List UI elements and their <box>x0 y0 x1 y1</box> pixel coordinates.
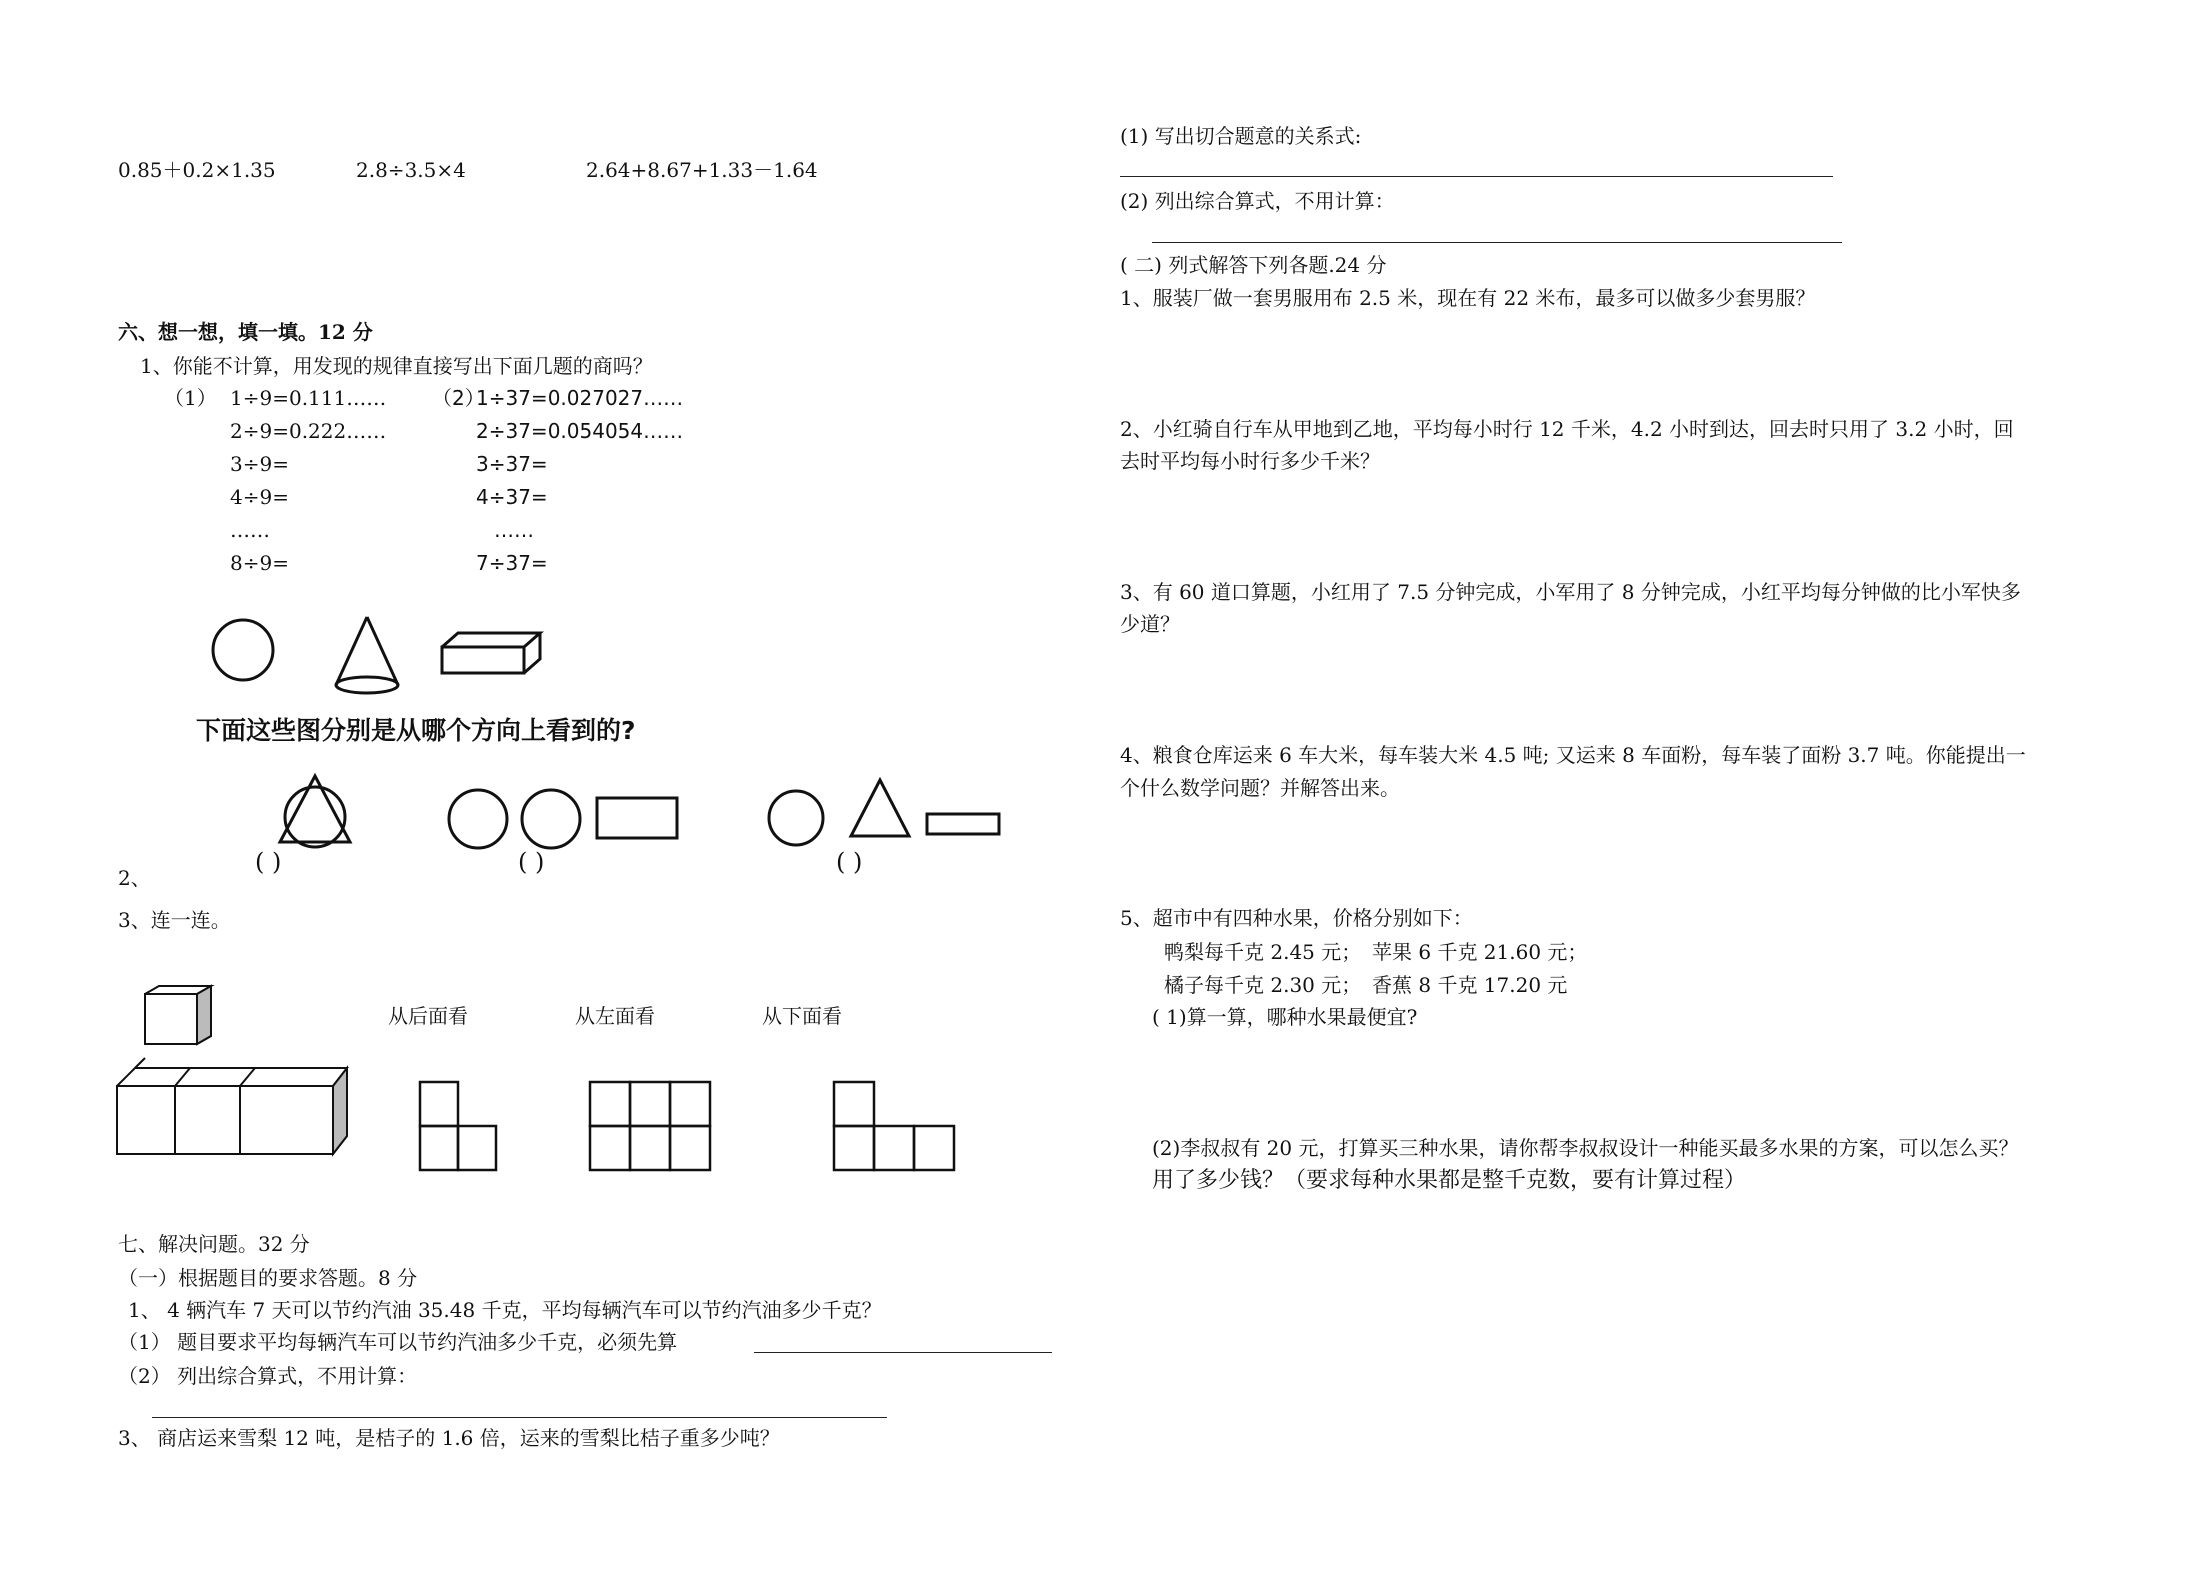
pattern-1-tag: （1） <box>164 386 217 410</box>
sec7-sub-1: （一）根据题目的要求答题。8 分 <box>118 1266 418 1290</box>
word-problem-3-cont: 少道？ <box>1120 612 1180 636</box>
sphere-shape <box>213 620 273 680</box>
pattern-1-line: 1÷9=0.111…… <box>230 386 387 410</box>
pattern-2-tag: （2） <box>432 386 485 410</box>
pattern-1-line: 8÷9= <box>230 551 289 575</box>
pattern-2-line: 4÷37= <box>476 485 548 509</box>
expression-1: 0.85＋0.2×1.35 <box>118 158 276 182</box>
cube-stack-figure <box>115 980 355 1160</box>
word-problem-3: 3、有 60 道口算题，小红用了 7.5 分钟完成，小军用了 8 分钟完成，小红平均每分钟做的比小军快多 <box>1120 580 2021 604</box>
word-problem-5-part-2-cont: 用了多少钱？（要求每种水果都是整千克数，要有计算过程） <box>1152 1168 1747 1193</box>
fruit-price-apple: 苹果 6 千克 21.60 元； <box>1372 940 1588 964</box>
relation-prompt: (1) 写出切合题意的关系式: <box>1120 124 1362 148</box>
answer-paren-2[interactable]: ( ) <box>518 848 545 876</box>
pattern-2-line: 1÷37=0.027027…… <box>476 386 684 410</box>
pattern-1-line: 4÷9= <box>230 485 289 509</box>
cone-shape <box>336 617 398 693</box>
cuboid-shape <box>442 633 540 673</box>
word-problem-1: 1、服装厂做一套男服用布 2.5 米，现在有 22 米布，最多可以做多少套男服？ <box>1120 286 1816 310</box>
word-problem-2: 2、小红骑自行车从甲地到乙地，平均每小时行 12 千米，4.2 小时到达，回去时只用了 3.2 小时，回 <box>1120 417 2014 441</box>
pattern-2-line: 7÷37= <box>476 551 548 575</box>
expression-3: 2.64+8.67+1.33－1.64 <box>586 158 818 182</box>
view-label-back: 从后面看 <box>388 1004 468 1028</box>
sec7-problem-1-part-2: （2） 列出综合算式，不用计算： <box>118 1364 418 1388</box>
word-problem-5: 5、超市中有四种水果，价格分别如下： <box>1120 906 1473 930</box>
fruit-price-banana: 香蕉 8 千克 17.20 元 <box>1372 973 1568 997</box>
pattern-1-line: 2÷9=0.222…… <box>230 419 387 443</box>
grid-views-figure <box>415 1080 975 1175</box>
view-c <box>769 780 999 845</box>
views-figure <box>270 770 1020 880</box>
view-label-left: 从左面看 <box>575 1004 655 1028</box>
pattern-1-line: 3÷9= <box>230 452 289 476</box>
word-problem-5-part-1: ( 1)算一算，哪种水果最便宜? <box>1152 1005 1418 1029</box>
sec6-question-3: 3、连一连。 <box>118 908 231 932</box>
word-problem-4-cont: 个什么数学问题？并解答出来。 <box>1120 776 1400 800</box>
answer-blank-line[interactable] <box>1152 242 1842 243</box>
view-b <box>449 790 677 848</box>
pattern-1-line: …… <box>230 518 270 542</box>
pattern-2-line: 2÷37=0.054054…… <box>476 419 684 443</box>
view-label-bottom: 从下面看 <box>762 1004 842 1028</box>
views-question: 下面这些图分别是从哪个方向上看到的? <box>196 716 636 745</box>
pattern-2-line: 3÷37= <box>476 452 548 476</box>
formula-prompt: (2) 列出综合算式，不用计算： <box>1120 189 1395 213</box>
word-problem-4: 4、粮食仓库运来 6 车大米，每车装大米 4.5 吨; 又运来 8 车面粉，每车装了面粉 3.7 吨。你能提出一 <box>1120 743 2026 767</box>
fruit-price-pear: 鸭梨每千克 2.45 元； <box>1164 940 1362 964</box>
sec7-problem-3: 3、 商店运来雪梨 12 吨，是桔子的 1.6 倍，运来的雪梨比桔子重多少吨？ <box>118 1426 780 1450</box>
solids-figure <box>160 605 560 705</box>
pattern-2-line: …… <box>494 518 534 542</box>
section-6-title: 六、想一想，填一填。12 分 <box>118 320 373 344</box>
sec7-problem-1: 1、 4 辆汽车 7 天可以节约汽油 35.48 千克，平均每辆汽车可以节约汽油多少千克？ <box>128 1298 882 1322</box>
answer-paren-3[interactable]: ( ) <box>836 848 863 876</box>
fruit-price-orange: 橘子每千克 2.30 元； <box>1164 973 1362 997</box>
answer-blank-line[interactable] <box>152 1417 887 1418</box>
answer-blank-line[interactable] <box>754 1352 1052 1353</box>
view-a <box>280 776 350 847</box>
expression-2: 2.8÷3.5×4 <box>356 158 466 182</box>
section-7-title: 七、解决问题。32 分 <box>118 1232 310 1256</box>
answer-paren-1[interactable]: ( ) <box>255 848 282 876</box>
answer-blank-line[interactable] <box>1120 176 1833 177</box>
word-problem-5-part-2: (2)李叔叔有 20 元，打算买三种水果，请你帮李叔叔设计一种能买最多水果的方案，可以怎么买？ <box>1152 1136 2019 1160</box>
sec6-question-2-tag: 2、 <box>118 866 151 890</box>
sec7-sub-2: ( 二) 列式解答下列各题.24 分 <box>1120 253 1387 277</box>
sec7-problem-1-part-1: （1） 题目要求平均每辆汽车可以节约汽油多少千克，必须先算 <box>118 1330 678 1354</box>
sec6-question-1: 1、你能不计算，用发现的规律直接写出下面几题的商吗？ <box>140 354 653 378</box>
word-problem-2-cont: 去时平均每小时行多少千米？ <box>1120 449 1380 473</box>
